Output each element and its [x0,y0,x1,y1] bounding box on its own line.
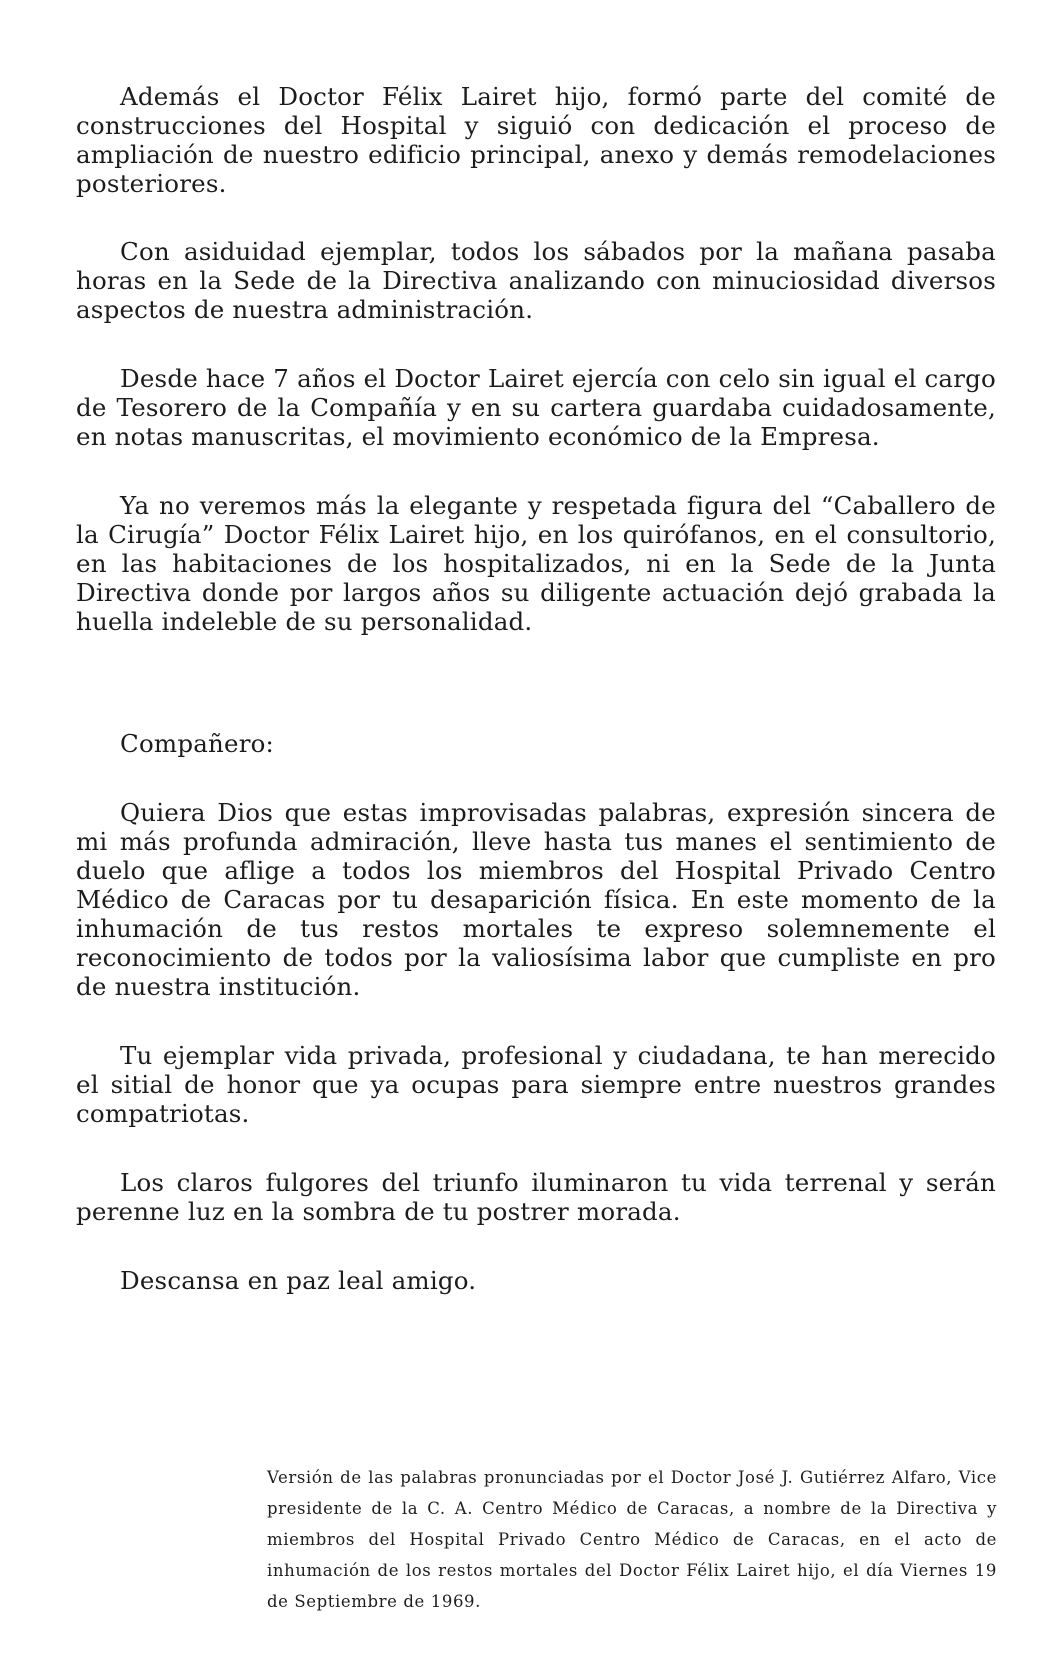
paragraph-saturdays: Con asiduidad ejemplar, todos los sábados por la mañana pasaba horas en la Sede de la Directiva analizando con minuciosidad diversos aspectos de nuestra administración. [76,237,996,324]
salutation: Compañero: [120,729,275,758]
document-body [76,82,996,1295]
paragraph-farewell: Descansa en paz leal amigo. [120,1266,477,1295]
footnote-source: Versión de las palabras pronunciadas por el Doctor José J. Gutiérrez Alfaro, Vice presidente de la C. A. Centro Médico de Caracas, a nombre de la Directiva y miembros del Hospital Privado Centro Médico de Caracas, en el acto de inhumación de los restos mortales del Doctor Félix Lairet hijo, el día Viernes 19 de Septiembre de 1969. [267,1468,997,1611]
paragraph-honor: Tu ejemplar vida privada, profesional y ciudadana, te han merecido el sitial de honor que ya ocupas para siempre entre nuestros grandes compatriotas. [76,1041,996,1128]
paragraph-committee: Además el Doctor Félix Lairet hijo, formó parte del comité de construcciones del Hospital y siguió con dedicación el proceso de ampliación de nuestro edificio principal, anexo y demás remodelaciones posteriores. [76,82,996,198]
paragraph-triumph: Los claros fulgores del triunfo iluminaron tu vida terrenal y serán perenne luz en la sombra de tu postrer morada. [76,1168,996,1226]
paragraph-admiration: Quiera Dios que estas improvisadas palabras, expresión sincera de mi más profunda admiración, lleve hasta tus manes el sentimiento de duelo que aflige a todos los miembros del Hospital Privado Centro Médico de Caracas por tu desaparición física. En este momento de la inhumación de tus restos mortales te expreso solemnemente el reconocimiento de todos por la valiosísima labor que cumpliste en pro de nuestra institución. [76,798,996,1001]
paragraph-treasurer: Desde hace 7 años el Doctor Lairet ejercía con celo sin igual el cargo de Tesorero de la Compañía y en su cartera guardaba cuidadosamente, en notas manuscritas, el movimiento económico de la Empresa. [76,364,996,451]
paragraph-caballero: Ya no veremos más la elegante y respetada figura del “Caballero de la Cirugía” Doctor Félix Lairet hijo, en los quirófanos, en el consultorio, en las habitaciones de los hospitalizados, ni en la Sede de la Junta Directiva donde por largos años su diligente actuación dejó grabada la huella indeleble de su personalidad. [76,491,996,636]
